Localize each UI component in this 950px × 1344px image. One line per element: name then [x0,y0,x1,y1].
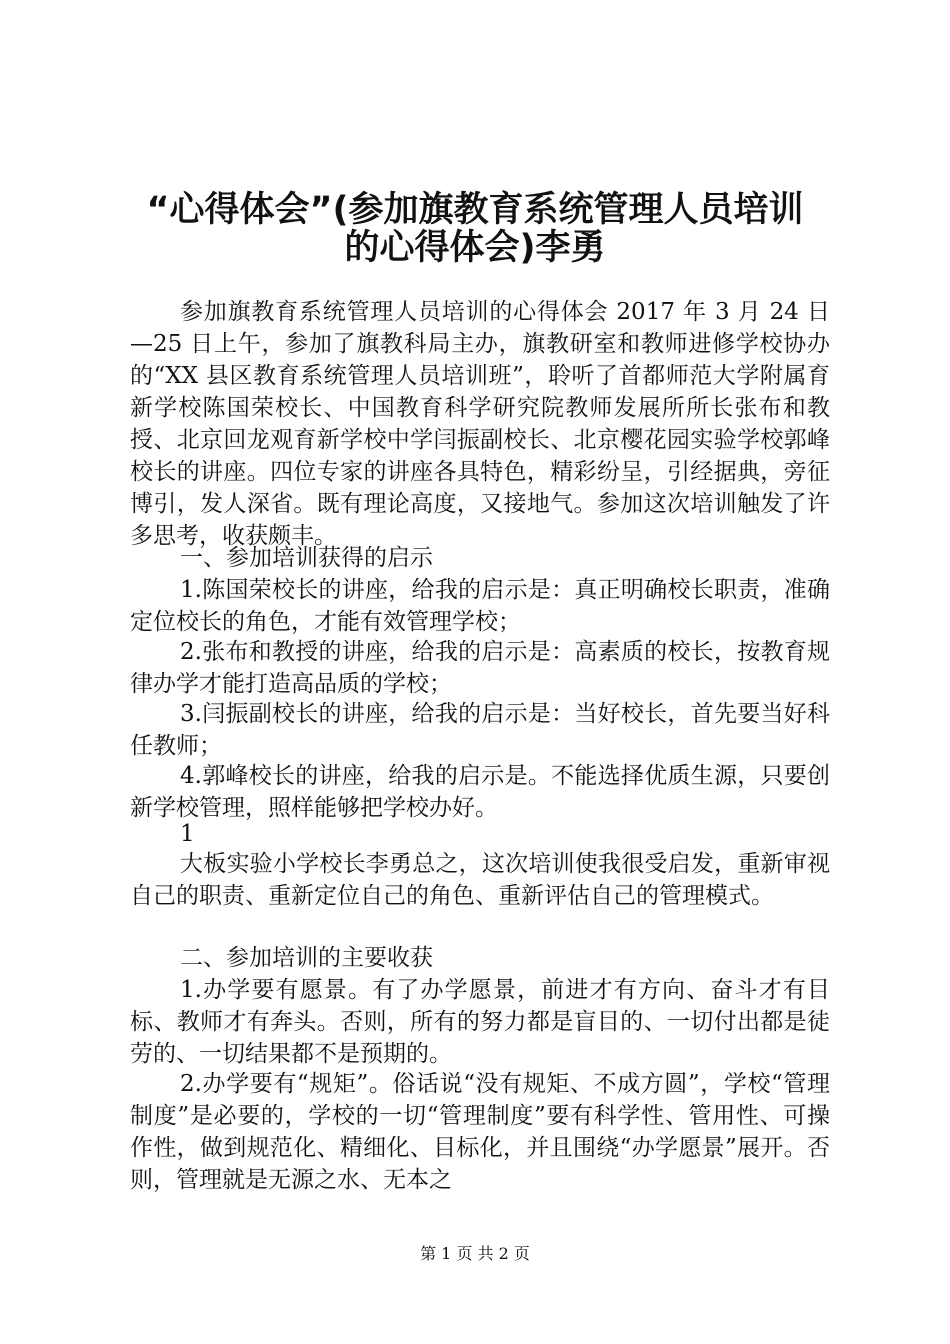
section-heading-2: 二、参加培训的主要收获 [180,945,433,971]
summary-paragraph: 大板实验小学校长李勇总之，这次培训使我很受启发，重新审视自己的职责、重新定位自己的角色、重新评估自己的管理模式。 [130,851,830,909]
page-footer: 第 1 页 共 2 页 [420,1244,530,1263]
list-item-2: 2.张布和教授的讲座，给我的启示是：高素质的校长，按教育规律办学才能打造高品质的学校； [130,639,830,697]
gain-item-2: 2.办学要有“规矩”。俗话说“没有规矩、不成方圆”，学校“管理制度”是必要的，学校的一切“管理制度”要有科学性、管用性、可操作性，做到规范化、精细化、目标化，并且围绕“办学愿景”展开。否则，管理就是无源之水、无本之 [130,1071,830,1193]
document-title-line-1: “心得体会”(参加旗教育系统管理人员培训 [146,190,804,230]
list-item-1: 1.陈国荣校长的讲座，给我的启示是：真正明确校长职责，准确定位校长的角色，才能有效管理学校； [130,577,830,635]
list-item-3: 3.闫振副校长的讲座，给我的启示是：当好校长，首先要当好科任教师； [130,701,830,759]
stray-number: 1 [180,821,195,847]
section-heading-1: 一、参加培训获得的启示 [180,545,433,571]
list-item-4: 4.郭峰校长的讲座，给我的启示是。不能选择优质生源，只要创新学校管理，照样能够把学校办好。 [130,763,830,821]
intro-paragraph: 参加旗教育系统管理人员培训的心得体会 2017 年 3 月 24 日—25 日上午，参加了旗教科局主办，旗教研室和教师进修学校协办的“XX 县区教育系统管理人员培训班”，聆听了首都师范大学附属育新学校陈国荣校长、中国教育科学研究院教师发展所所长张布和教授、北京回龙观育新学校中学闫振副校长、北京樱花园实验学校郭峰校长的讲座。四位专家的讲座各具特色，精彩纷呈，引经据典，旁征博引，发人深省。既有理论高度，又接地气。参加这次培训触发了许多思考，收获颇丰。 [130,299,830,549]
document-title-line-2: 的心得体会)李勇 [344,228,606,268]
gain-item-1: 1.办学要有愿景。有了办学愿景，前进才有方向、奋斗才有目标、教师才有奔头。否则，所有的努力都是盲目的、一切付出都是徒劳的、一切结果都不是预期的。 [130,977,830,1067]
